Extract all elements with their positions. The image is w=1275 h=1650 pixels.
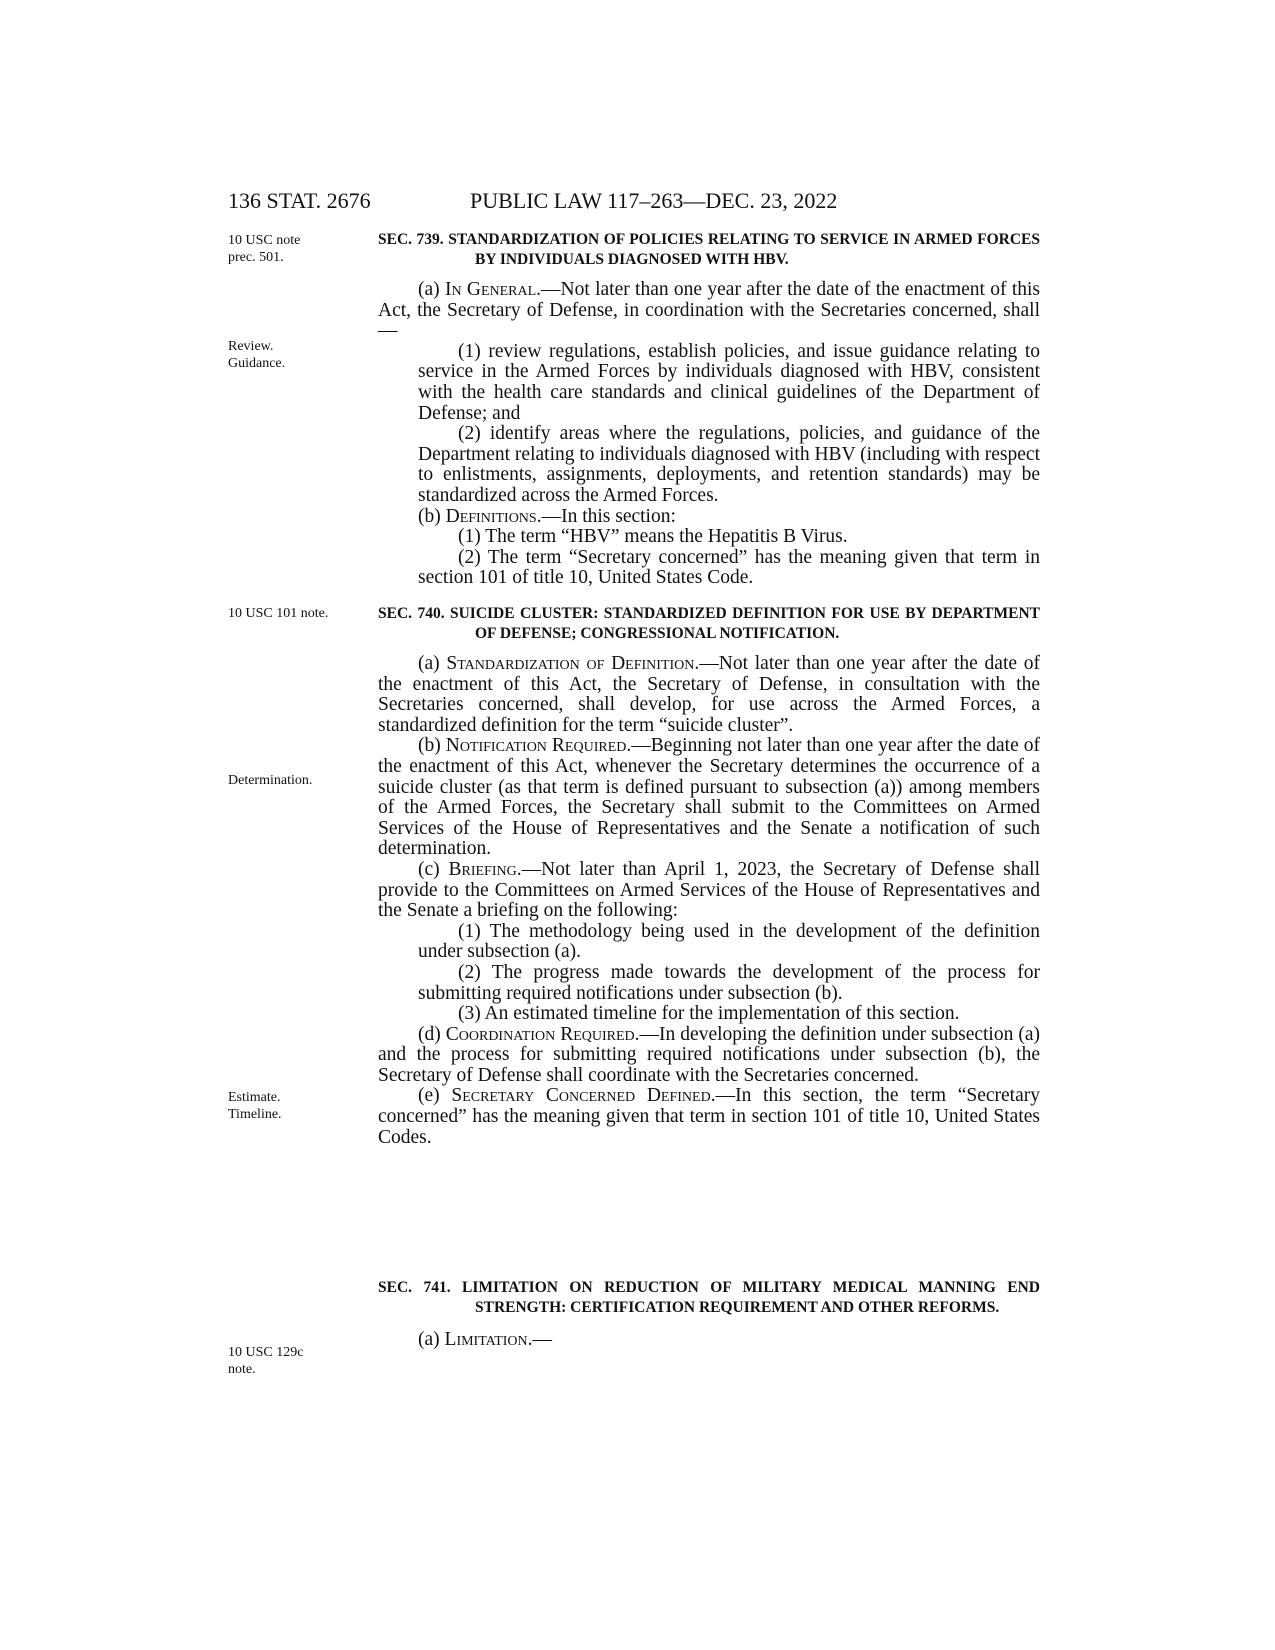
margin-note-line: prec. 501. [228, 250, 284, 265]
subsection-739-b: (b) Definitions.—In this section: [418, 505, 676, 527]
margin-note-line: Review. [228, 339, 274, 354]
section-741-heading: SEC. 741. LIMITATION ON REDUCTION OF MILITARY MEDICAL MANNING END STRENGTH: CERTIFICATION REQUIREMENT AND OTHER REFORMS. [378, 1279, 1040, 1316]
margin-note-line: 10 USC 129c [228, 1345, 304, 1360]
paragraph-740-c3: (3) An estimated timeline for the implementation of this section. [458, 1003, 960, 1025]
paragraph-740-c1: (1) The methodology being used in the development of the definition under subsection (a). [418, 920, 1040, 963]
section-741 [378, 1278, 1040, 1351]
margin-note-line: 10 USC note [228, 233, 301, 248]
subsection-740-c: (c) Briefing.—Not later than April 1, 2023, the Secretary of Defense shall provide to the Committees on Armed Services of the House of Representatives and the Senate a briefing on the following: [378, 858, 1040, 922]
margin-note-line: note. [228, 1362, 256, 1377]
subsection-740-a: (a) Standardization of Definition.—Not later than one year after the date of the enactment of this Act, the Secretary of Defense, in consultation with the Secretaries concerned, shall develop, for use across the Armed Forces, a standardized definition for the term “suicide cluster”. [378, 653, 1040, 736]
public-law-citation: PUBLIC LAW 117–263—DEC. 23, 2022 [470, 188, 838, 213]
paragraph-739-a1: (1) review regulations, establish policies, and issue guidance relating to service in the Armed Forces by individuals diagnosed with HBV, consistent with the health care standards and clinical guidelines of the Department of Defense; and [418, 340, 1040, 424]
margin-note-line: Guidance. [228, 356, 286, 371]
section-739 [378, 230, 1040, 589]
subsection-740-e: (e) Secretary Concerned Defined.—In this section, the term “Secretary concerned” has the meaning given that term in section 101 of title 10, United States Codes. [378, 1085, 1040, 1148]
margin-note-line: Estimate. [228, 1090, 281, 1105]
section-740 [378, 604, 1040, 1148]
margin-note-usc-129c [228, 1344, 363, 1378]
paragraph-739-a2: (2) identify areas where the regulations, policies, and guidance of the Department relating to individuals diagnosed with HBV (including with respect to enlistments, assignments, deployments, and retention standards) may be standardized across the Armed Forces. [418, 423, 1040, 506]
margin-note-usc-101: 10 USC 101 note. [228, 606, 329, 621]
section-739-heading: SEC. 739. STANDARDIZATION OF POLICIES RELATING TO SERVICE IN ARMED FORCES BY INDIVIDUALS DIAGNOSED WITH HBV. [378, 231, 1040, 268]
margin-note-line: Timeline. [228, 1107, 282, 1122]
margin-note-determination: Determination. [228, 773, 313, 788]
margin-note-review-guidance [228, 338, 363, 372]
paragraph-740-c2: (2) The progress made towards the development of the process for submitting required notifications under subsection (b). [418, 961, 1040, 1004]
stat-page-number: 136 STAT. 2676 [228, 188, 371, 213]
subsection-739-a: (a) In General.—Not later than one year after the date of the enactment of this Act, the Secretary of Defense, in coordination with the Secretaries concerned, shall— [378, 279, 1040, 342]
subsection-740-d: (d) Coordination Required.—In developing the definition under subsection (a) and the process for submitting required notifications under subsection (b), the Secretary of Defense shall coordinate with the Secretaries concerned. [378, 1023, 1040, 1086]
paragraph-739-b1: (1) The term “HBV” means the Hepatitis B Virus. [458, 526, 848, 548]
subsection-740-b: (b) Notification Required.—Beginning not later than one year after the date of the enactment of this Act, whenever the Secretary determines the occurrence of a suicide cluster (as that term is defined pursuant to subsection (a)) among members of the Armed Forces, the Secretary shall submit to the Committees on Armed Services of the House of Representatives and the Senate a notification of such determination. [378, 735, 1040, 860]
subsection-741-a: (a) Limitation.— [418, 1329, 553, 1350]
margin-note-estimate-timeline [228, 1089, 363, 1123]
section-740-heading: SEC. 740. SUICIDE CLUSTER: STANDARDIZED DEFINITION FOR USE BY DEPARTMENT OF DEFENSE; CONGRESSIONAL NOTIFICATION. [378, 605, 1040, 642]
margin-note-usc-prec-501 [228, 232, 363, 266]
paragraph-739-b2: (2) The term “Secretary concerned” has the meaning given that term in section 101 of title 10, United States Code. [418, 546, 1040, 589]
